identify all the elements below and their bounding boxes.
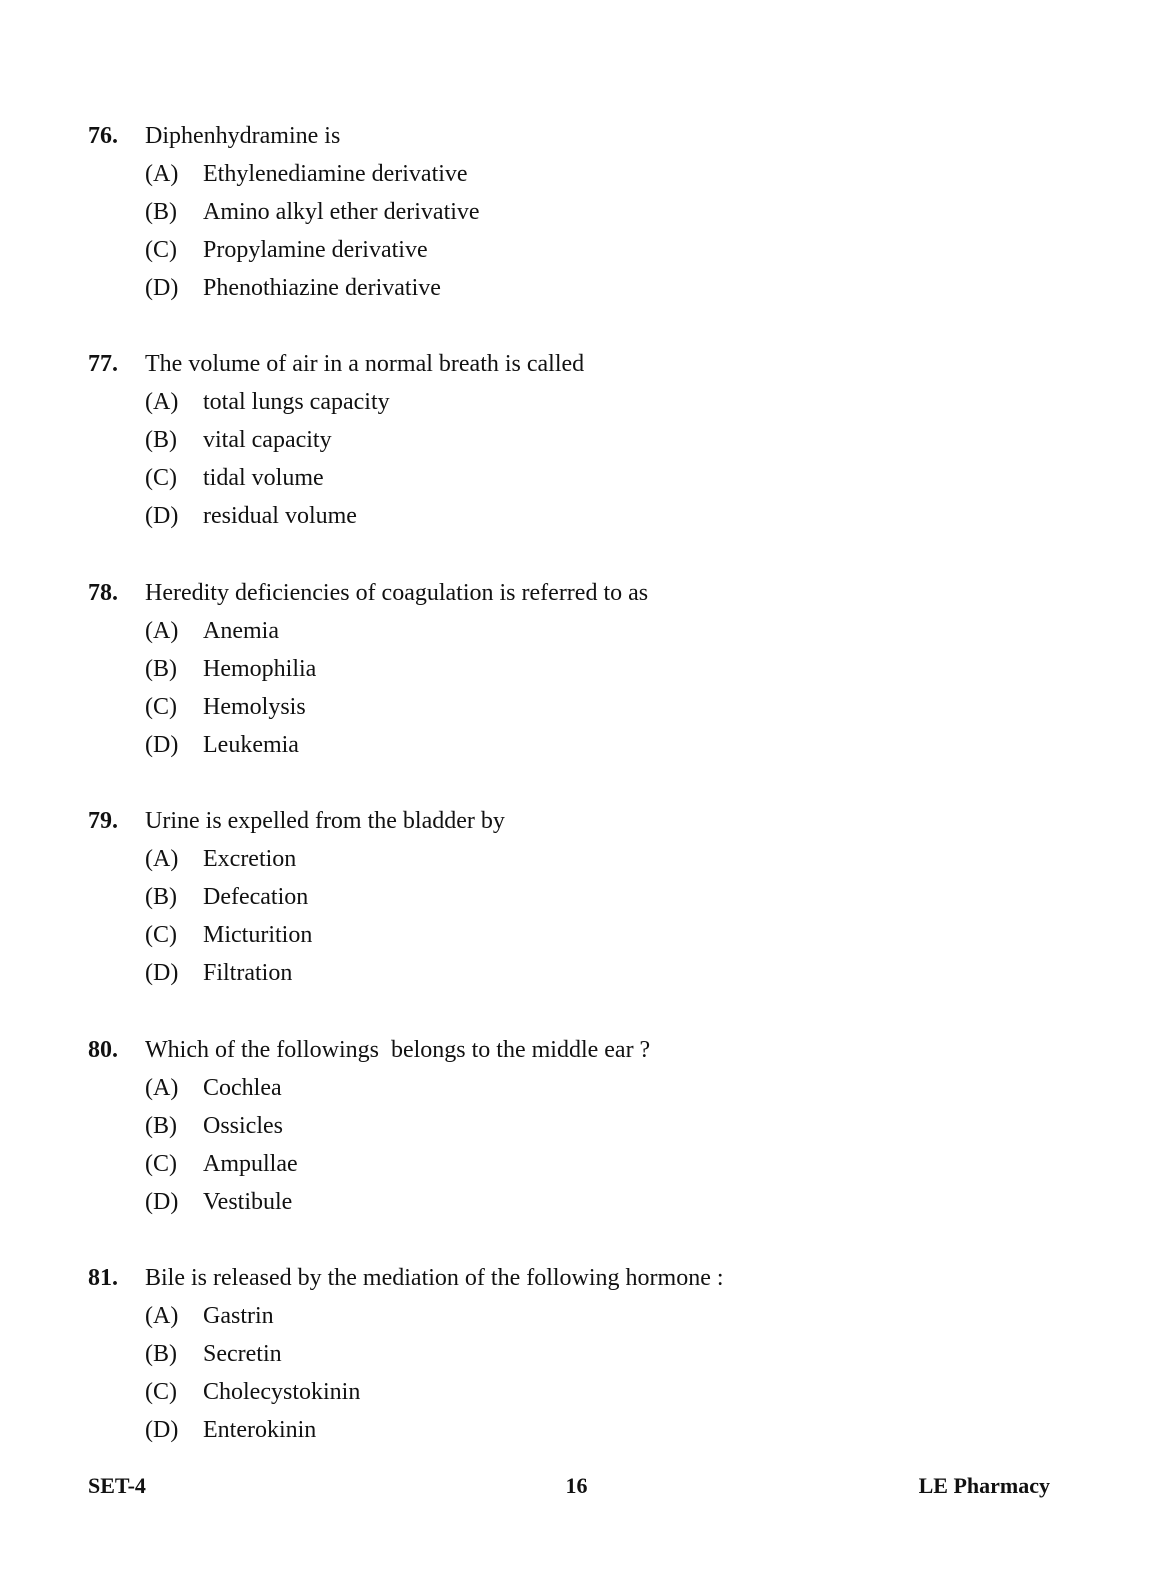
option-key: (D) — [145, 1189, 179, 1215]
option-a — [0, 155, 1153, 193]
option-key: (C) — [145, 465, 177, 491]
option-text: Cholecystokinin — [203, 1379, 361, 1405]
option-key: (D) — [145, 960, 179, 986]
option-d — [0, 1411, 1153, 1449]
question-text: Which of the followings belongs to the middle ear ? — [145, 1037, 651, 1063]
option-text: Excretion — [203, 846, 297, 872]
option-b — [0, 1107, 1153, 1145]
option-a — [0, 612, 1153, 650]
question-number: 76. — [88, 123, 118, 149]
option-text: Gastrin — [203, 1303, 274, 1329]
option-text: Vestibule — [203, 1189, 293, 1215]
option-text: Filtration — [203, 960, 293, 986]
option-text: Leukemia — [203, 732, 299, 758]
option-b — [0, 193, 1153, 231]
option-d — [0, 497, 1153, 535]
option-b — [0, 421, 1153, 459]
option-b — [0, 1335, 1153, 1373]
option-text: Micturition — [203, 922, 313, 948]
option-c — [0, 1373, 1153, 1411]
option-a — [0, 383, 1153, 421]
option-a — [0, 1069, 1153, 1107]
option-key: (A) — [145, 846, 179, 872]
question-stem — [0, 802, 1153, 840]
option-key: (A) — [145, 161, 179, 187]
option-c — [0, 1145, 1153, 1183]
question-text: Diphenhydramine is — [145, 123, 341, 149]
option-text: Ossicles — [203, 1113, 283, 1139]
question-number: 78. — [88, 580, 118, 606]
option-a — [0, 1297, 1153, 1335]
question-text: Bile is released by the mediation of the following hormone : — [145, 1265, 724, 1291]
option-text: Anemia — [203, 618, 279, 644]
option-text: Ampullae — [203, 1151, 298, 1177]
page-footer — [0, 1467, 1153, 1505]
option-key: (C) — [145, 694, 177, 720]
option-key: (D) — [145, 275, 179, 301]
option-key: (D) — [145, 503, 179, 529]
option-key: (B) — [145, 1341, 177, 1367]
option-text: vital capacity — [203, 427, 332, 453]
question-stem — [0, 117, 1153, 155]
option-text: total lungs capacity — [203, 389, 390, 415]
question-number: 80. — [88, 1037, 118, 1063]
page-number: 16 — [565, 1473, 588, 1498]
question-number: 81. — [88, 1265, 118, 1291]
option-text: Cochlea — [203, 1075, 282, 1101]
option-c — [0, 688, 1153, 726]
option-key: (C) — [145, 237, 177, 263]
option-key: (C) — [145, 1379, 177, 1405]
question-number: 79. — [88, 808, 118, 834]
option-key: (B) — [145, 656, 177, 682]
set-label: SET-4 — [88, 1473, 146, 1498]
option-a — [0, 840, 1153, 878]
option-text: residual volume — [203, 503, 357, 529]
option-d — [0, 954, 1153, 992]
option-key: (A) — [145, 1303, 179, 1329]
option-c — [0, 916, 1153, 954]
question-text: The volume of air in a normal breath is called — [145, 351, 585, 377]
question-stem — [0, 574, 1153, 612]
option-d — [0, 269, 1153, 307]
question-text: Heredity deficiencies of coagulation is referred to as — [145, 580, 649, 606]
question-number: 77. — [88, 351, 118, 377]
question-text: Urine is expelled from the bladder by — [145, 808, 505, 834]
subject-label: LE Pharmacy — [918, 1473, 1050, 1498]
option-text: Enterokinin — [203, 1417, 317, 1443]
option-text: Propylamine derivative — [203, 237, 428, 263]
option-key: (B) — [145, 427, 177, 453]
option-c — [0, 231, 1153, 269]
option-text: Hemolysis — [203, 694, 306, 720]
option-key: (D) — [145, 1417, 179, 1443]
question-stem — [0, 345, 1153, 383]
option-key: (A) — [145, 389, 179, 415]
option-text: Ethylenediamine derivative — [203, 161, 468, 187]
option-c — [0, 459, 1153, 497]
option-text: Phenothiazine derivative — [203, 275, 441, 301]
option-b — [0, 650, 1153, 688]
option-text: Hemophilia — [203, 656, 317, 682]
question-stem — [0, 1259, 1153, 1297]
option-text: Secretin — [203, 1341, 282, 1367]
option-text: Amino alkyl ether derivative — [203, 199, 480, 225]
option-d — [0, 1183, 1153, 1221]
option-key: (D) — [145, 732, 179, 758]
option-key: (A) — [145, 1075, 179, 1101]
question-stem — [0, 1031, 1153, 1069]
option-d — [0, 726, 1153, 764]
option-key: (C) — [145, 1151, 177, 1177]
option-key: (B) — [145, 199, 177, 225]
option-b — [0, 878, 1153, 916]
option-text: tidal volume — [203, 465, 324, 491]
option-key: (C) — [145, 922, 177, 948]
option-key: (B) — [145, 884, 177, 910]
option-text: Defecation — [203, 884, 309, 910]
option-key: (A) — [145, 618, 179, 644]
option-key: (B) — [145, 1113, 177, 1139]
